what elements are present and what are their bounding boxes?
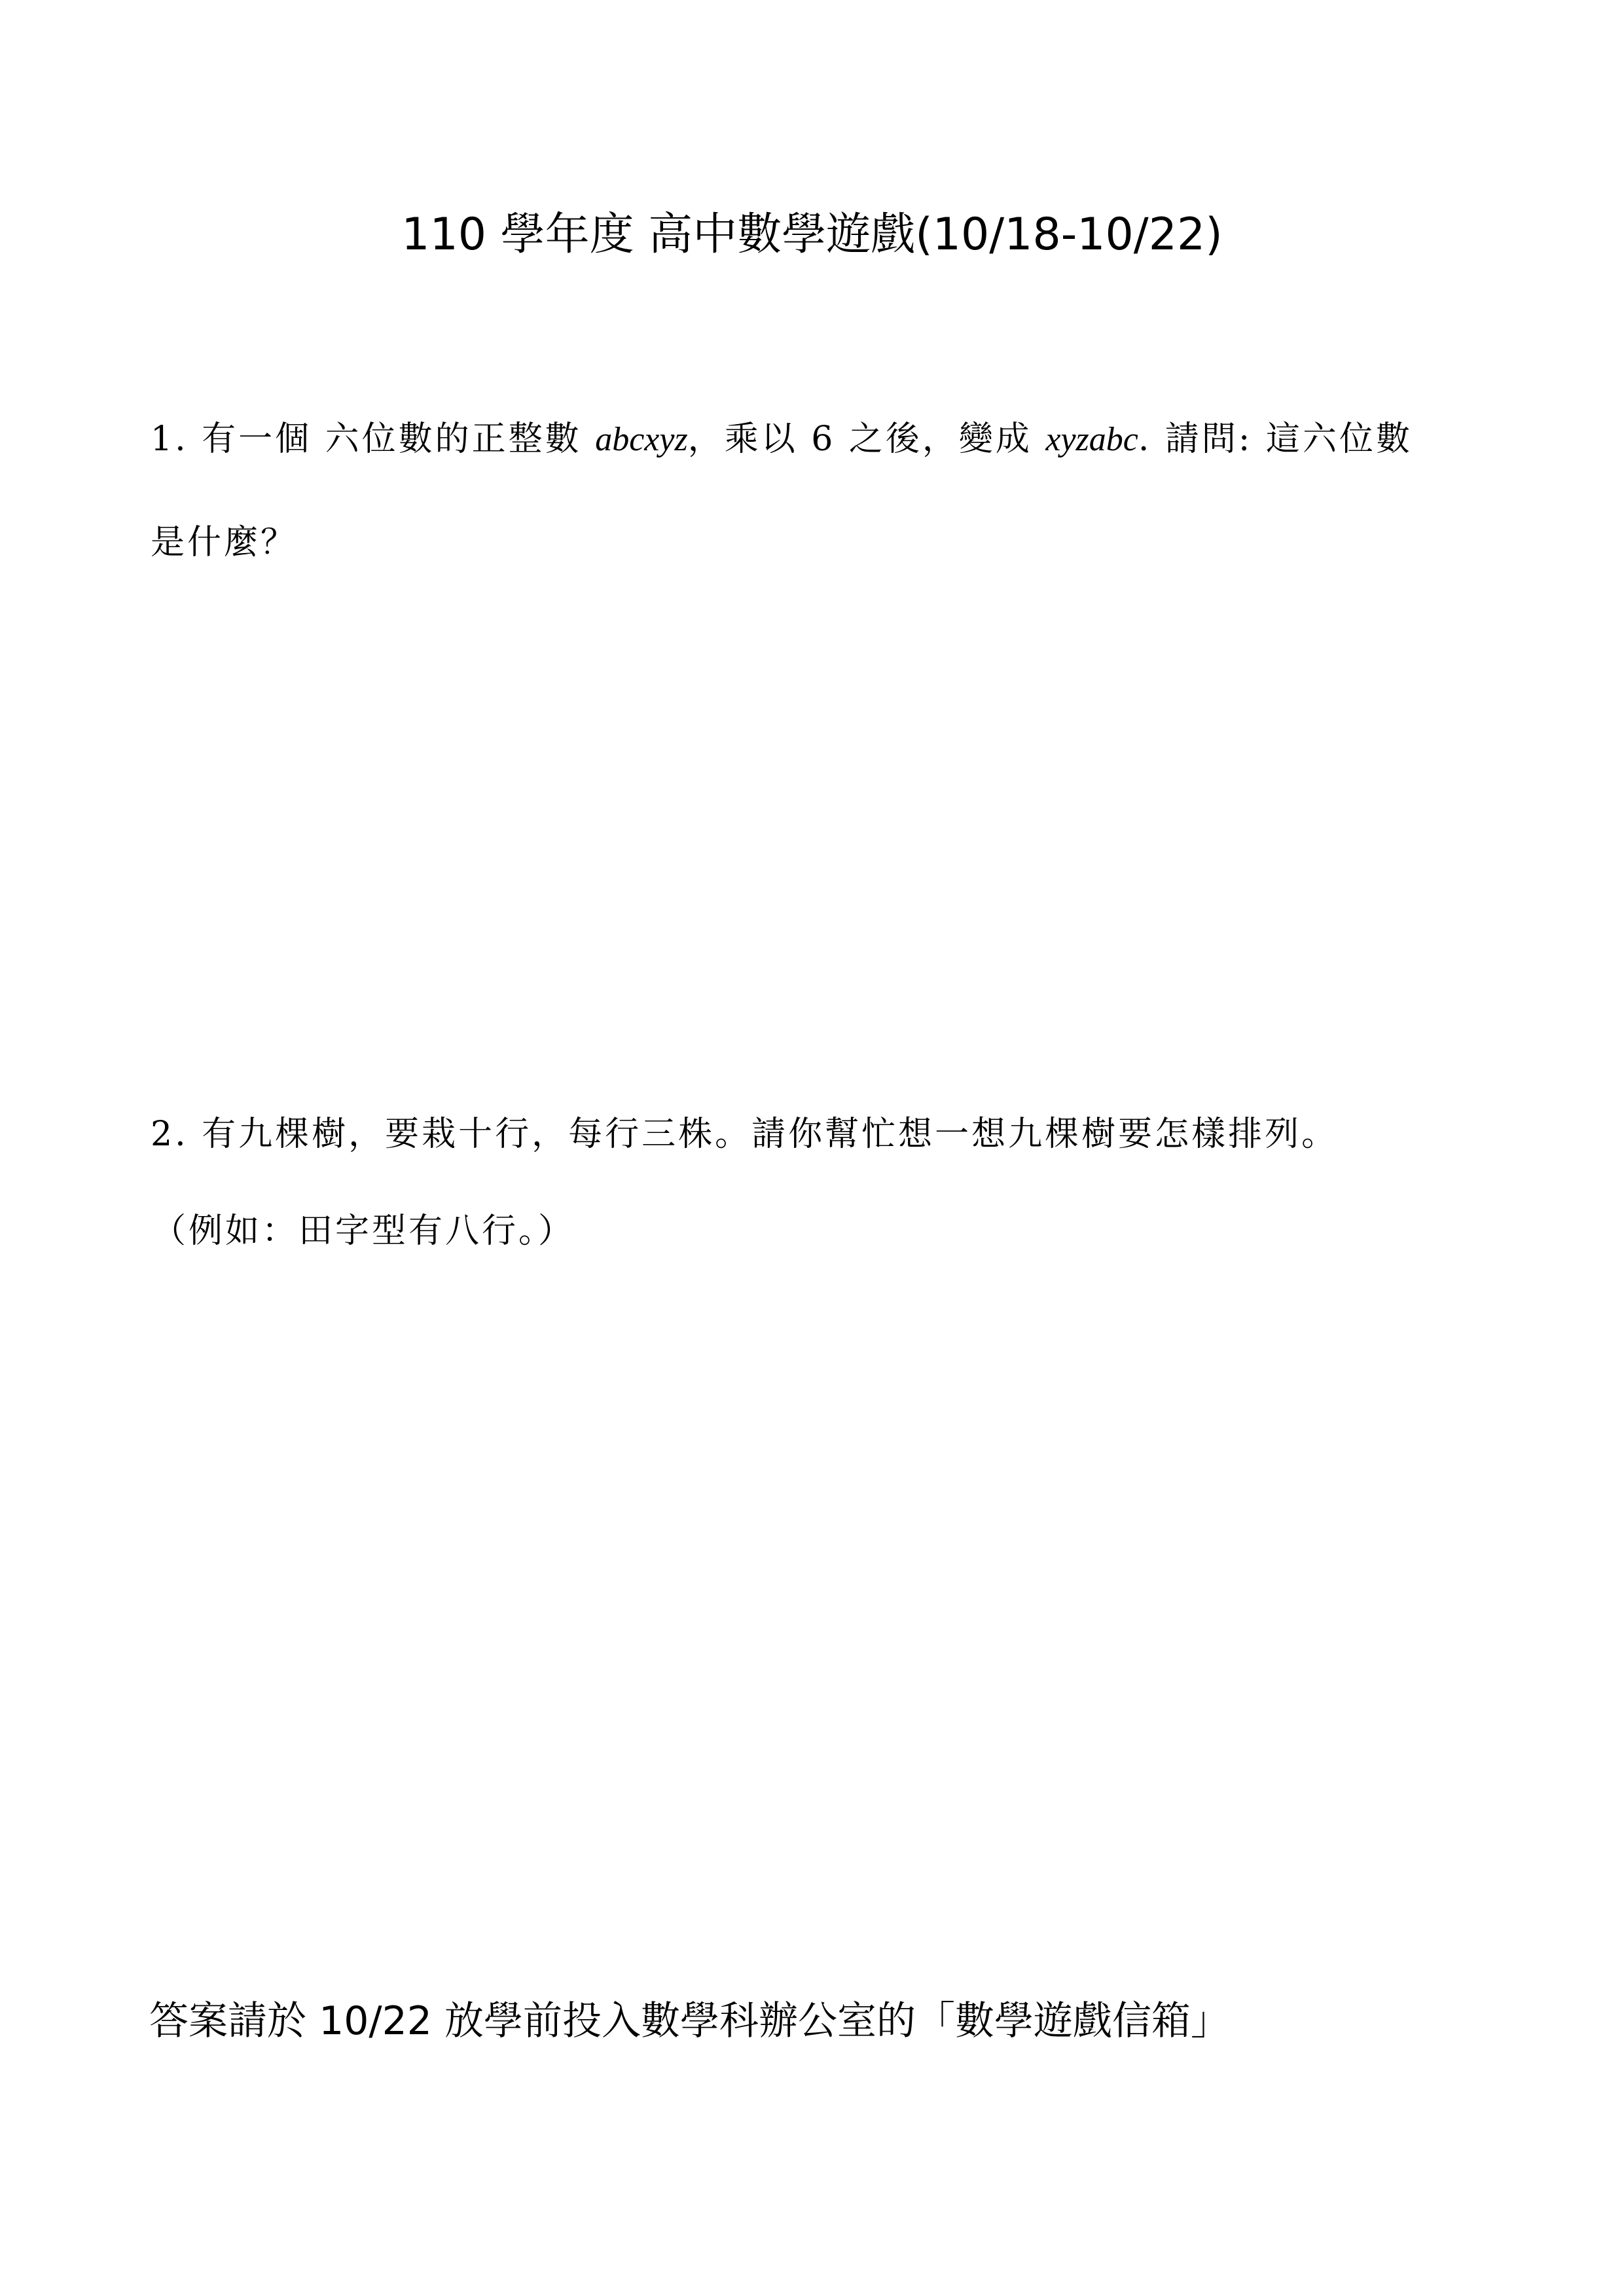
question-1-number: 1. <box>151 420 189 459</box>
question-2-line-1: 2. 有九棵樹，要栽十行，每行三株。請你幫忙想一想九棵樹要怎樣排列。 <box>151 1115 1339 1154</box>
page-title: 110 學年度 高中數學遊戲(10/18-10/22) <box>401 209 1223 260</box>
question-2-line-2: （例如：田字型有八行。） <box>152 1211 575 1251</box>
question-1-text-b: ，乘以 6 之後，變成 <box>687 420 1032 459</box>
question-1-variable-xyzabc: xyzabc <box>1045 421 1138 458</box>
question-1-line-2: 是什麼？ <box>151 523 298 562</box>
question-1-text-c: . 請問: 這六位數 <box>1138 420 1413 459</box>
question-1-text-a: 有一個 六位數的正整數 <box>202 420 582 459</box>
submission-instructions: 答案請於 10/22 放學前投入數學科辦公室的「數學遊戲信箱」 <box>149 1998 1231 2044</box>
question-1-variable-abcxyz: abcxyz <box>595 421 688 458</box>
question-1-line-1 <box>151 419 1413 460</box>
